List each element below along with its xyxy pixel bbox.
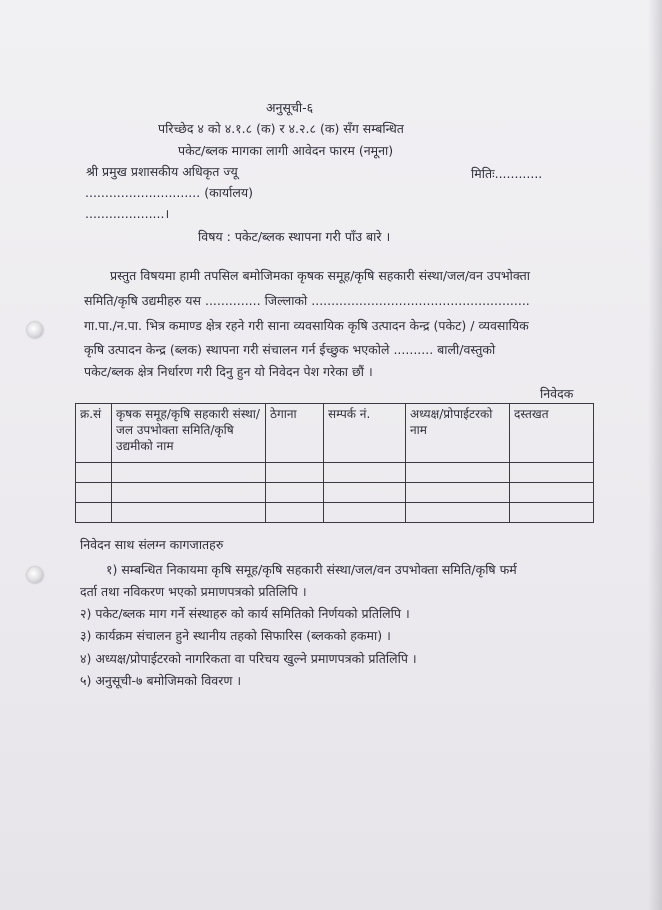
date-label: मितिः............ — [471, 166, 543, 181]
col-chairperson: अध्यक्ष/प्रोपाईटरको नाम — [406, 404, 510, 463]
attachment-3: ३) कार्यक्रम संचालन हुने स्थानीय तहको सिफारिस (ब्लकको हकमा) । — [80, 628, 391, 643]
attachments-title: निवेदन साथ संलग्न कागजातहरु — [80, 537, 224, 552]
table-row — [76, 483, 594, 503]
reference-line: परिच्छेद ४ को ४.१.८ (क) र ४.२.८ (क) सँग सम्बन्धित — [158, 121, 404, 136]
attachment-4: ४) अध्यक्ष/प्रोपाईटरको नागरिकता वा परिचय खुल्ने प्रमाणपत्रको प्रतिलिपि । — [80, 651, 417, 666]
col-address: ठेगाना — [266, 404, 324, 463]
office-line: ............................. (कार्यालय) — [85, 185, 254, 200]
addressee: श्री प्रमुख प्रशासकीय अधिकृत ज्यू — [86, 164, 238, 179]
attachment-5: ५) अनुसूची-७ बमोजिमको विवरण । — [80, 673, 242, 688]
attachment-1-cont: दर्ता तथा नविकरण भएको प्रमाणपत्रको प्रतिलिपि । — [80, 584, 307, 599]
col-group-name: कृषक समूह/कृषि सहकारी संस्था/जल उपभोक्ता समिति/कृषि उद्यमीको नाम — [112, 404, 266, 463]
attachment-1: १) सम्बन्धित निकायमा कृषि समूह/कृषि सहकारी संस्था/जल/वन उपभोक्ता समिति/कृषि फर्म — [106, 562, 517, 577]
table-row — [76, 503, 594, 523]
table-header-row — [76, 404, 594, 463]
body-line-3: गा.पा./न.पा. भित्र कमाण्ड क्षेत्र रहने गरी साना व्यवसायिक कृषि उत्पादन केन्द्र (पकेट) / व्यवसायिक — [84, 318, 529, 333]
col-contact: सम्पर्क नं. — [324, 404, 406, 463]
punch-hole-top — [27, 322, 43, 338]
punch-hole-bottom — [27, 567, 43, 583]
body-line-2: समिति/कृषि उद्यमीहरु यस .............. जिल्लाको ....................................................... — [84, 293, 530, 308]
col-signature: दस्तखत — [510, 404, 594, 463]
col-serial: क्र.सं — [76, 404, 112, 463]
attachment-2: २) पकेट/ब्लक माग गर्ने संस्थाहरु को कार्य समितिको निर्णयको प्रतिलिपि । — [80, 606, 410, 621]
body-line-4: कृषि उत्पादन केन्द्र (ब्लक) स्थापना गरी संचालन गर्न ईच्छुक भएकोले .......... बाली/वस्तुको — [84, 342, 496, 357]
schedule-title: अनुसूची-६ — [266, 100, 314, 115]
body-line-1: प्रस्तुत विषयमा हामी तपसिल बमोजिमका कृषक समूह/कृषि सहकारी संस्था/जल/वन उपभोक्ता — [110, 268, 530, 283]
applicant-label: निवेदक — [540, 386, 574, 401]
place-line: ....................। — [85, 206, 170, 221]
applicant-table — [75, 403, 594, 523]
page-edge-shadow — [648, 0, 662, 910]
subject-line: विषय : पकेट/ब्लक स्थापना गरी पाँउ बारे । — [198, 229, 391, 244]
table-row — [76, 463, 594, 483]
form-title: पकेट/ब्लक मागका लागी आवेदन फारम (नमूना) — [178, 143, 394, 158]
body-line-5: पकेट/ब्लक क्षेत्र निर्धारण गरी दिनु हुन यो निवेदन पेश गरेका छौं । — [84, 364, 373, 379]
